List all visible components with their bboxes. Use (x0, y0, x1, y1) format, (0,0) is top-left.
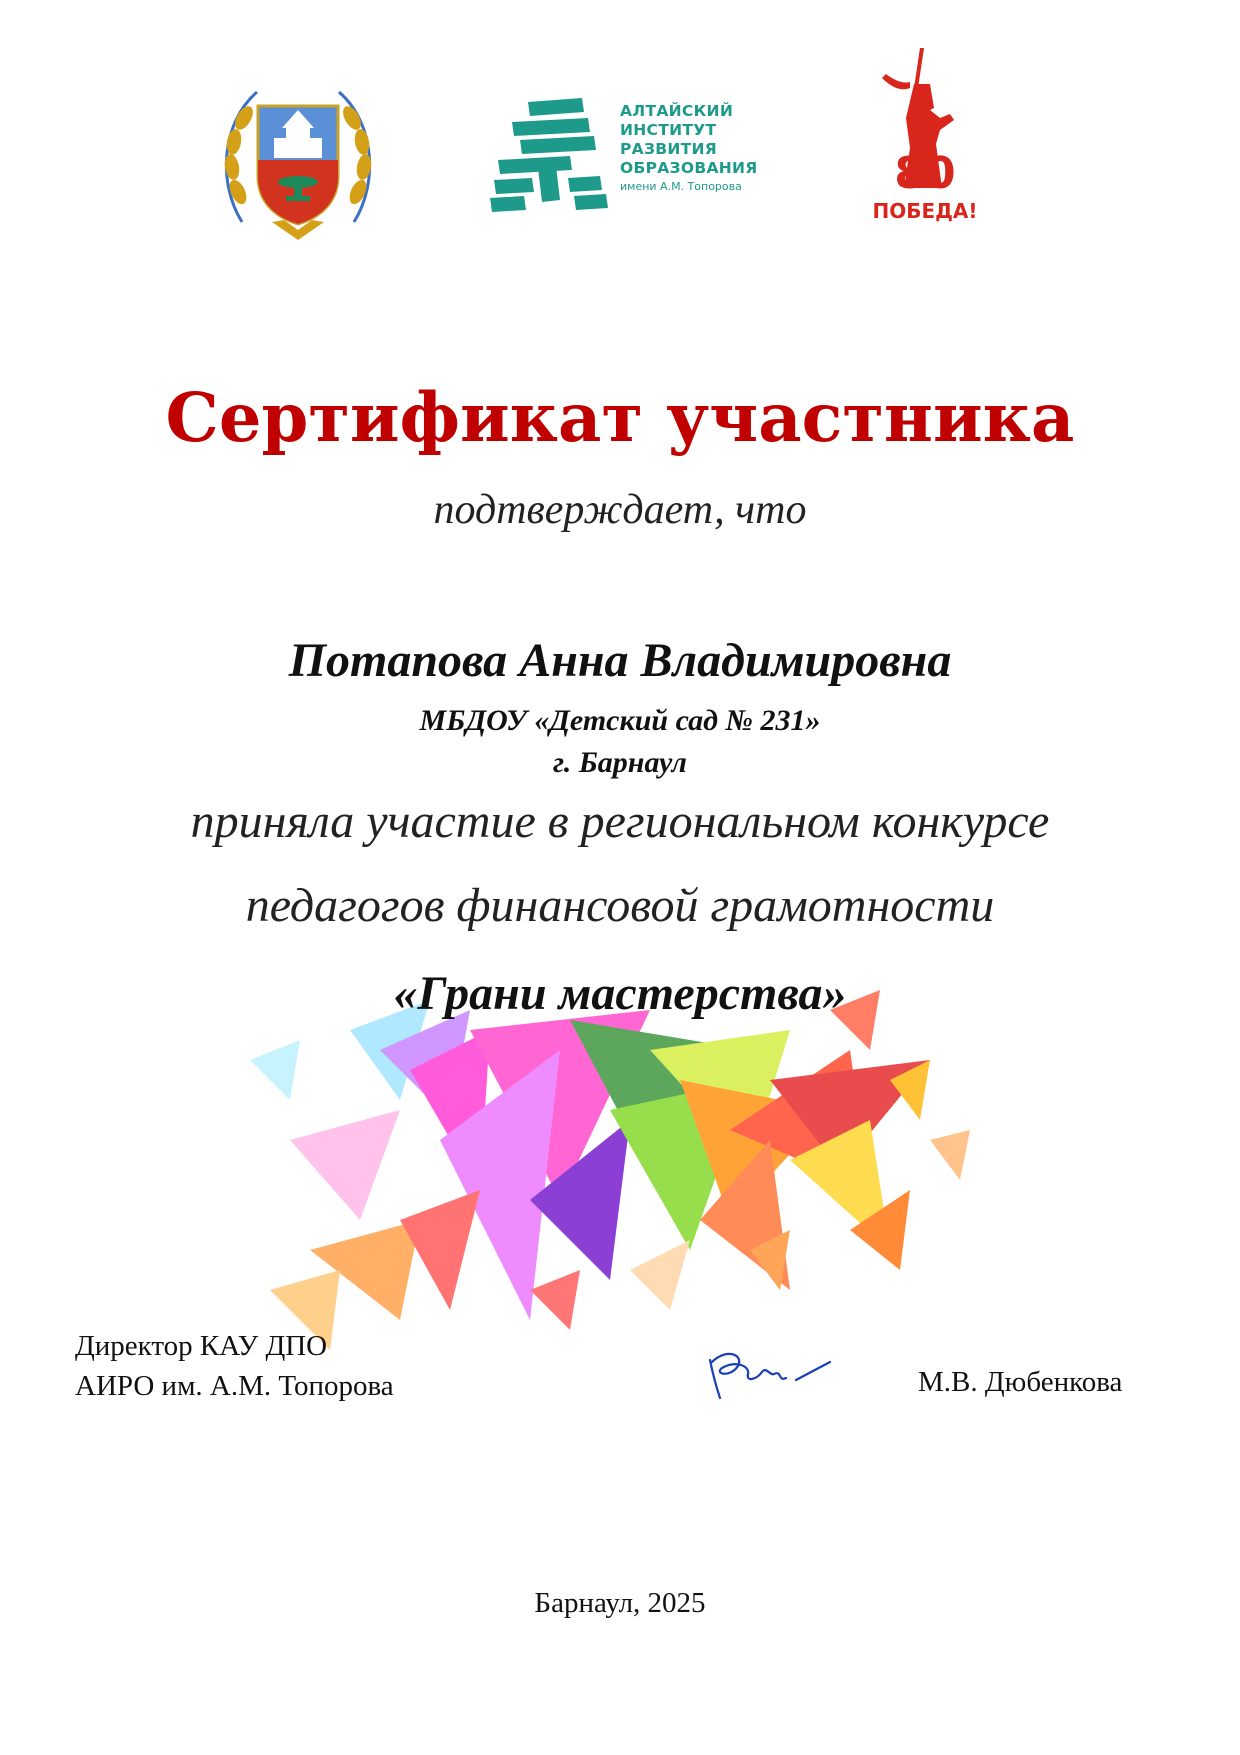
airo-subline: имени А.М. Топорова (620, 180, 742, 193)
airo-logo-icon (490, 98, 620, 218)
victory-label: ПОБЕДА! (872, 199, 978, 223)
decorative-triangles-image (230, 990, 1010, 1360)
airo-line-4: ОБРАЗОВАНИЯ (620, 159, 758, 177)
participation-line-2: педагогов финансовой грамотности (245, 879, 995, 932)
certificate-title: Сертификат участника (165, 378, 1075, 457)
signatory-name: М.В. Дюбенкова (918, 1366, 1123, 1398)
recipient-name: Потапова Анна Владимировна (288, 634, 952, 687)
airo-line-2: ИНСТИТУТ (620, 121, 717, 139)
handwritten-signature-icon (700, 1340, 835, 1402)
signatory-position-line-2: АИРО им. А.М. Топорова (75, 1370, 394, 1402)
confirms-text: подтверждает, что (433, 487, 807, 533)
airo-wordmark (620, 102, 758, 195)
signatory-position (75, 1326, 394, 1406)
airo-logo (490, 98, 760, 218)
contest-name: «Грани мастерства» (393, 967, 847, 1020)
victory-number: 80 (894, 148, 956, 199)
victory-80-logo-icon (870, 48, 980, 244)
altai-krai-coat-of-arms-icon (212, 72, 384, 244)
airo-line-3: РАЗВИТИЯ (620, 140, 718, 158)
recipient-city: г. Барнаул (553, 746, 687, 779)
participation-line-1: приняла участие в региональном конкурсе (190, 795, 1050, 848)
signatory-position-line-1: Директор КАУ ДПО (75, 1330, 328, 1362)
recipient-organization: МБДОУ «Детский сад № 231» (419, 704, 821, 737)
place-and-year: Барнаул, 2025 (534, 1587, 706, 1619)
airo-line-1: АЛТАЙСКИЙ (620, 102, 734, 120)
